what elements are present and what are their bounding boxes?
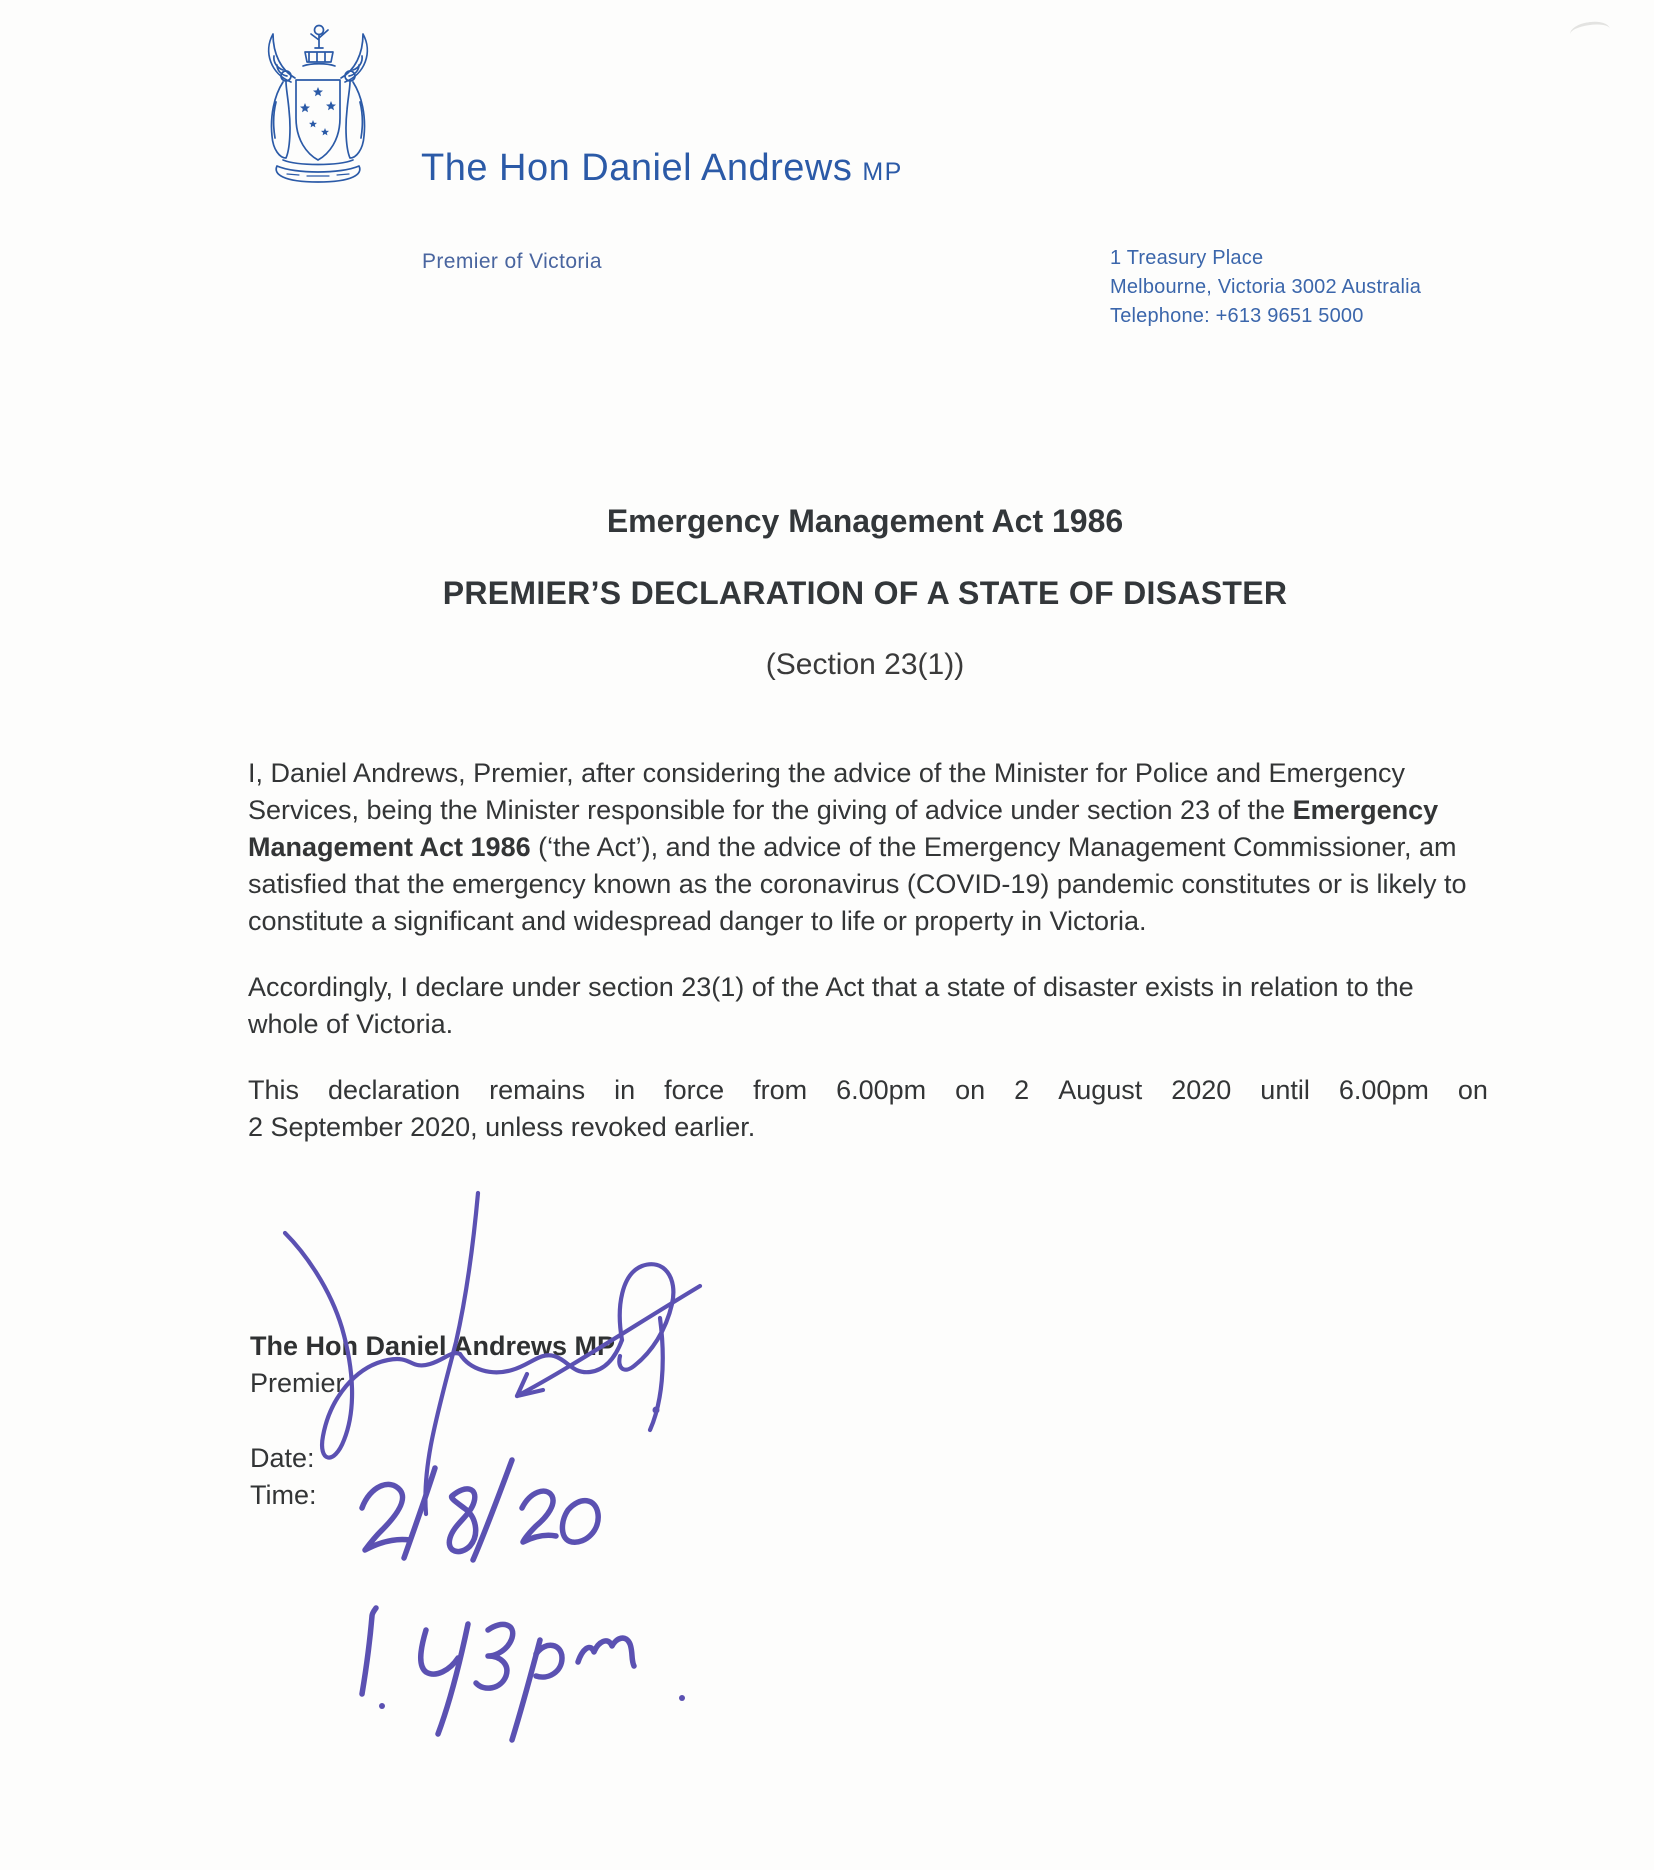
paragraph-1-text: (‘the Act’), and the advice of the Emergency Management Commissioner, am satisfied that the emergency known as the coronavirus (COVID-19) pandemic constitutes or is likely to constitute a significant and widespread danger to life or property in Victoria. xyxy=(248,832,1467,936)
ink-layer xyxy=(230,1178,830,1778)
handwritten-date xyxy=(0,0,1,1)
signatory-name: The Hon Daniel Andrews MP xyxy=(250,1331,616,1361)
date-label: Date: xyxy=(250,1443,315,1473)
declaration-title: PREMIER’S DECLARATION OF A STATE OF DISASTER xyxy=(442,575,1288,611)
scan-artifact xyxy=(1569,19,1611,43)
letter-body xyxy=(248,755,1488,1146)
act-title: Emergency Management Act 1986 xyxy=(606,503,1124,539)
paragraph-2: Accordingly, I declare under section 23(1) of the Act that a state of disaster exists in relation to the whole of Victoria. xyxy=(248,972,1414,1039)
paragraph-3 xyxy=(248,1072,1488,1146)
paragraph-1-text: I, Daniel Andrews, Premier, after considering the advice of the Minister for Police and Emergency Services, being the Minister responsible for the giving of advice under section 23 of the xyxy=(248,758,1406,825)
handwritten-time xyxy=(0,0,1,1)
victoria-coat-of-arms-icon xyxy=(243,18,393,190)
address-line: 1 Treasury Place xyxy=(1110,247,1264,269)
handwritten-time-ink xyxy=(362,1608,685,1740)
premier-name-text: The Hon Daniel Andrews xyxy=(421,147,853,189)
signatory-title: Premier xyxy=(250,1368,345,1398)
address-line: Telephone: +613 9651 5000 xyxy=(1110,305,1364,327)
time-label: Time: xyxy=(250,1480,317,1510)
paragraph-3-line2: 2 September 2020, unless revoked earlier. xyxy=(248,1112,756,1142)
paragraph-1 xyxy=(248,755,1488,940)
address-block xyxy=(1110,244,1421,331)
address-line: Melbourne, Victoria 3002 Australia xyxy=(1110,276,1422,298)
premier-name xyxy=(421,146,903,194)
paragraph-1-act-name: Emergency Management Act 1986 xyxy=(248,795,1439,862)
role-title: Premier of Victoria xyxy=(422,250,602,273)
premier-name-suffix: MP xyxy=(862,158,903,186)
section-reference: (Section 23(1)) xyxy=(765,648,965,681)
handwritten-date-ink xyxy=(362,1460,598,1560)
paragraph-3-line1: This declaration remains in force from 6.00pm on 2 August 2020 until 6.00pm on xyxy=(248,1075,1488,1105)
